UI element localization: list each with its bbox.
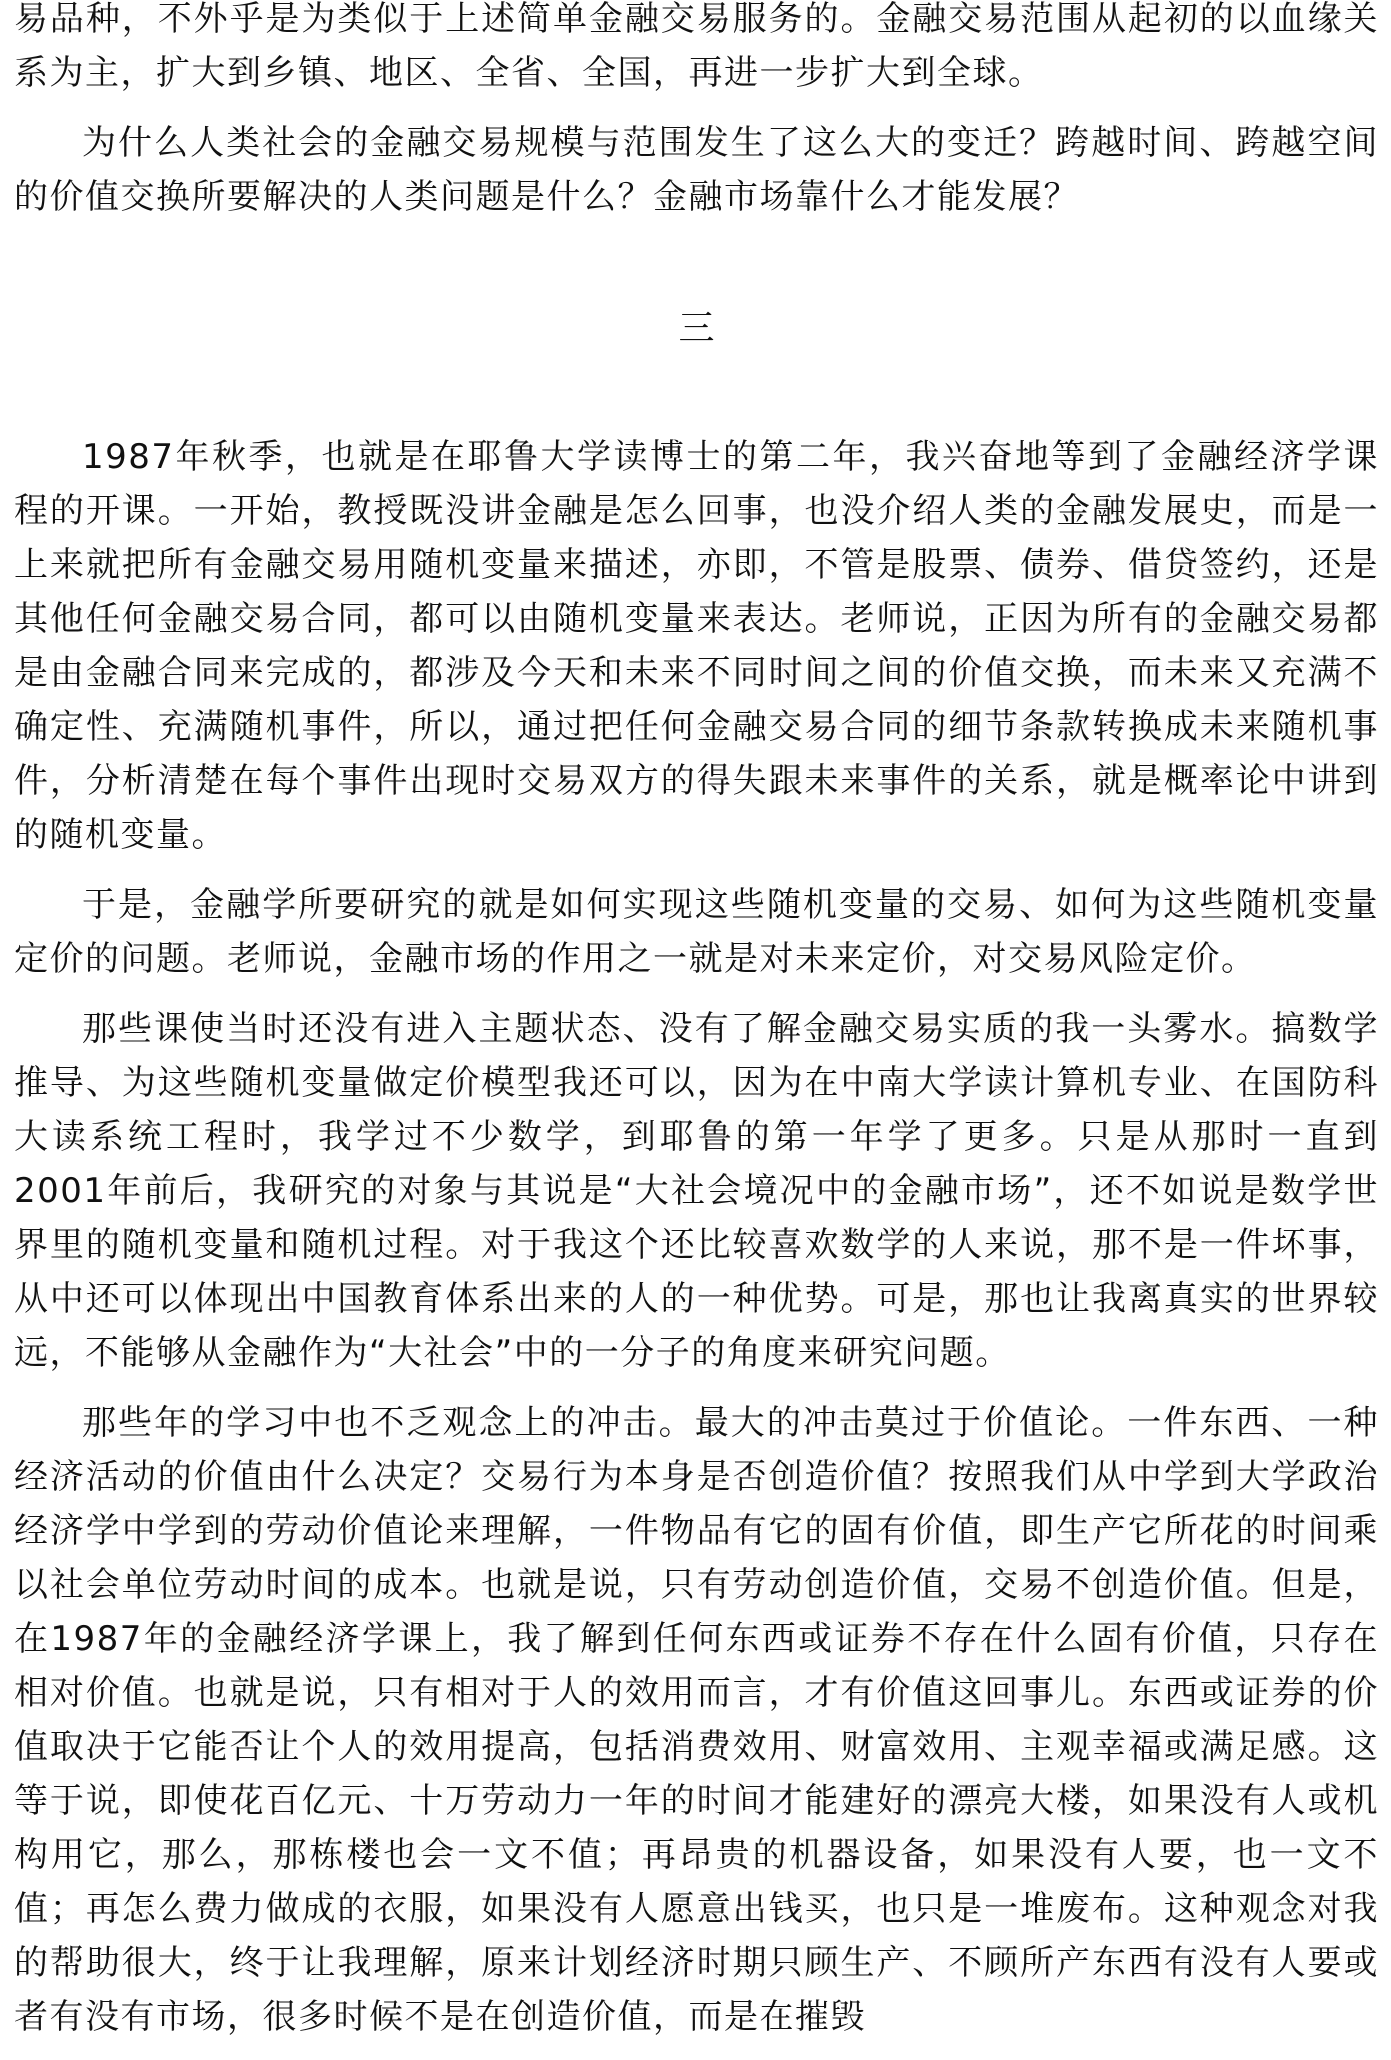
paragraph-value-theory: 那些年的学习中也不乏观念上的冲击。最大的冲击莫过于价值论。一件东西、一种经济活动的价值由什么决定？交易行为本身是否创造价值？按照我们从中学到大学政治经济学中学到的劳动价值论来理解，一件物品有它的固有价值，即生产它所花的时间乘以社会单位劳动时间的成本。也就是说，只有劳动创造价值，交易不创造价值。但是，在1987年的金融经济学课上，我了解到任何东西或证券不存在什么固有价值，只存在相对价值。也就是说，只有相对于人的效用而言，才有价值这回事儿。东西或证券的价值取决于它能否让个人的效用提高，包括消费效用、财富效用、主观幸福或满足感。这等于说，即使花百亿元、十万劳动力一年的时间才能建好的漂亮大楼，如果没有人或机构用它，那么，那栋楼也会一文不值；再昂贵的机器设备，如果没有人要，也一文不值；再怎么费力做成的衣服，如果没有人愿意出钱买，也只是一堆废布。这种观念对我的帮助很大，终于让我理解，原来计划经济时期只顾生产、不顾所产东西有没有人要或者有没有市场，很多时候不是在创造价值，而是在摧毁 bbox=[14, 1403, 1379, 2037]
book-page bbox=[14, 0, 1379, 2060]
paragraph-continuation: 易品种，不外乎是为类似于上述简单金融交易服务的。金融交易范围从起初的以血缘关系为主，扩大到乡镇、地区、全省、全国，再进一步扩大到全球。 bbox=[14, 0, 1379, 93]
section-heading: 三 bbox=[678, 308, 715, 349]
paragraph-pricing: 于是，金融学所要研究的就是如何实现这些随机变量的交易、如何为这些随机变量定价的问题。老师说，金融市场的作用之一就是对未来定价，对交易风险定价。 bbox=[14, 885, 1379, 979]
paragraph-math-background: 那些课使当时还没有进入主题状态、没有了解金融交易实质的我一头雾水。搞数学推导、为这些随机变量做定价模型我还可以，因为在中南大学读计算机专业、在国防科大读系统工程时，我学过不少数学，到耶鲁的第一年学了更多。只是从那时一直到2001年前后，我研究的对象与其说是“大社会境况中的金融市场”，还不如说是数学世界里的随机变量和随机过程。对于我这个还比较喜欢数学的人来说，那不是一件坏事，从中还可以体现出中国教育体系出来的人的一种优势。可是，那也让我离真实的世界较远，不能够从金融作为“大社会”中的一分子的角度来研究问题。 bbox=[14, 1009, 1379, 1373]
paragraph-1987-course: 1987年秋季，也就是在耶鲁大学读博士的第二年，我兴奋地等到了金融经济学课程的开课。一开始，教授既没讲金融是怎么回事，也没介绍人类的金融发展史，而是一上来就把所有金融交易用随机变量来描述，亦即，不管是股票、债券、借贷签约，还是其他任何金融交易合同，都可以由随机变量来表达。老师说，正因为所有的金融交易都是由金融合同来完成的，都涉及今天和未来不同时间之间的价值交换，而未来又充满不确定性、充满随机事件，所以，通过把任何金融交易合同的细节条款转换成未来随机事件，分析清楚在每个事件出现时交易双方的得失跟未来事件的关系，就是概率论中讲到的随机变量。 bbox=[14, 437, 1379, 855]
paragraph-question: 为什么人类社会的金融交易规模与范围发生了这么大的变迁？跨越时间、跨越空间的价值交换所要解决的人类问题是什么？金融市场靠什么才能发展？ bbox=[14, 123, 1379, 217]
